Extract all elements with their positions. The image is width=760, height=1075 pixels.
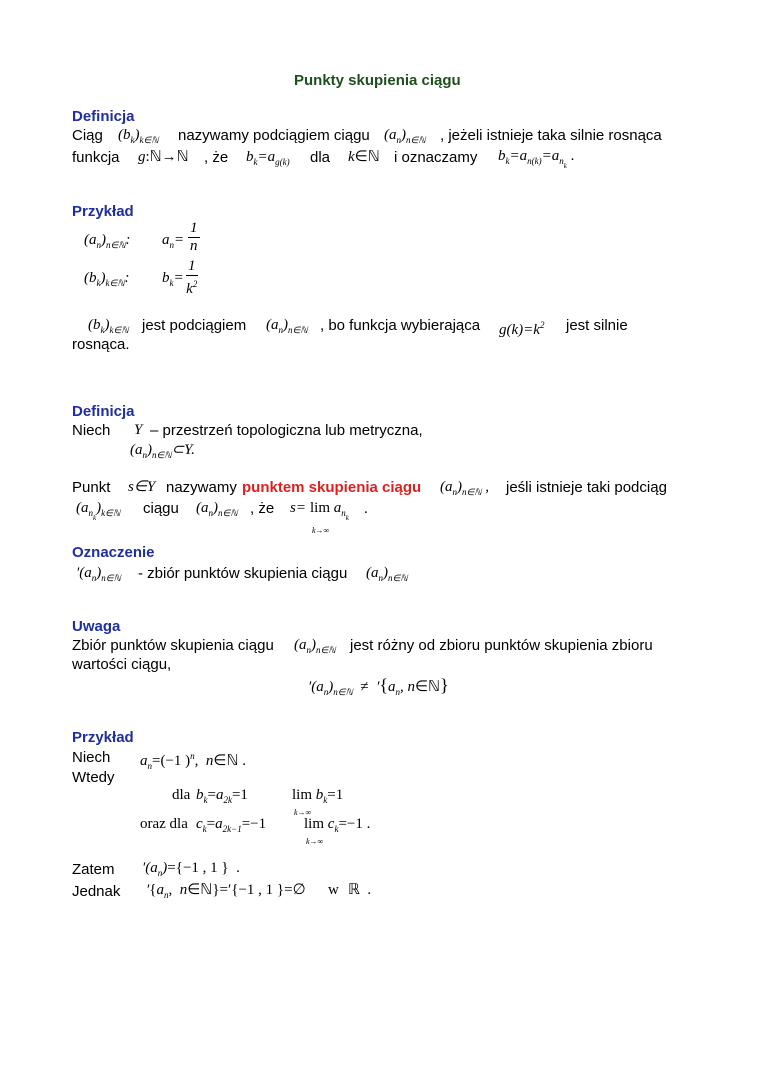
math: $(a_n)_{n\in ℕ}$ — [196, 500, 238, 518]
math: $a_n=$ — [162, 232, 185, 250]
math: $(a_n)_{n\in ℕ}$: — [84, 232, 131, 250]
text: – przestrzeń topologiczna lub metryczna, — [150, 422, 423, 439]
math: $b_k=$ — [162, 270, 184, 288]
fraction: $\frac{1}{n}$ — [190, 220, 198, 254]
section-heading: Definicja — [72, 403, 135, 420]
math: $b_k=a_{n(k)}=a_{n_k}$ . — [498, 148, 575, 170]
math-label: oraz dla — [140, 816, 188, 832]
math: s= — [290, 500, 306, 516]
page-title: Punkty skupienia ciągu — [294, 72, 461, 89]
math: s∈Y — [128, 479, 156, 495]
math: $(a_n)_{n\in ℕ}$ , — [440, 479, 490, 497]
limit: $\lim a_{n_k}$ k→∞ — [310, 500, 349, 535]
math: $b_k=a_{2k}=1$ — [196, 787, 248, 805]
section-heading: Oznaczenie — [72, 544, 155, 561]
text: Punkt — [72, 479, 111, 496]
text: Jednak — [72, 883, 121, 900]
text: Zatem — [72, 861, 115, 878]
text: jest podciągiem — [142, 317, 247, 334]
math: Y — [134, 422, 143, 438]
math: $(a_n)_{n\in ℕ}\subset Y$. — [130, 442, 195, 460]
math: ℝ . — [348, 882, 372, 898]
text: Zbiór punktów skupienia ciągu — [72, 637, 274, 654]
math: $g(k)=k^2$ — [499, 320, 545, 338]
section-heading: Przykład — [72, 729, 134, 746]
limit: $\lim b_k=1$ k→∞ — [292, 787, 344, 817]
math: $(b_k)_{k\in ℕ}$ — [118, 127, 159, 145]
math: g:ℕ→ℕ — [138, 149, 189, 165]
text: , bo funkcja wybierająca — [320, 317, 481, 334]
text: jest silnie — [566, 317, 628, 334]
math: . — [364, 501, 368, 517]
math: $'(a_n)_{n\in ℕ} \ne '\{a_n$, n∈ℕ} — [308, 675, 449, 697]
fraction: $\frac{1}{k^2}$ — [186, 258, 198, 297]
math: $(a_n)_{n\in ℕ}$ — [384, 127, 426, 145]
highlight-term: punktem skupienia ciągu — [242, 479, 422, 496]
text: , że — [250, 500, 275, 517]
math: $(a_n)_{n\in ℕ}$ — [294, 637, 336, 655]
text: jeśli istnieje taki podciąg — [506, 479, 667, 496]
text: rosnąca. — [72, 336, 130, 353]
text: jest różny od zbioru punktów skupienia zbioru — [350, 637, 653, 654]
text: ciągu — [143, 500, 179, 517]
text: nazywamy podciągiem ciągu — [178, 127, 370, 144]
limit: $\lim c_k=-1$ . k→∞ — [304, 816, 371, 846]
math: $b_k=a_{g(k)}$ — [246, 149, 290, 167]
math: $a_n=(-1$ )$^n$, n∈ℕ . — [140, 751, 246, 771]
text: wartości ciągu, — [72, 656, 172, 673]
math: $(b_k)_{k\in ℕ}$: — [84, 270, 130, 288]
math: $(a_{n_k})_{k\in ℕ}$ — [76, 500, 121, 522]
text: , że — [204, 149, 229, 166]
math-label: dla — [172, 787, 191, 803]
text: Ciąg — [72, 127, 103, 144]
text: Niech — [72, 422, 111, 439]
math-label: w — [328, 882, 339, 898]
math: $(a_n)_{n\in ℕ}$ — [366, 565, 408, 583]
text: , jeżeli istnieje taka silnie rosnąca — [440, 127, 662, 144]
text: Wtedy — [72, 769, 115, 786]
math: k∈ℕ — [348, 149, 380, 165]
math: $(a_n)_{n\in ℕ}$ — [266, 317, 308, 335]
section-heading: Przykład — [72, 203, 134, 220]
math: $'(a_n)=\{-1$ , 1 } . — [142, 860, 240, 878]
text: Niech — [72, 749, 111, 766]
section-heading: Definicja — [72, 108, 135, 125]
math: $c_k=a_{2k-1}=-1$ — [196, 816, 267, 834]
text: i oznaczamy — [394, 149, 478, 166]
text: - zbiór punktów skupienia ciągu — [138, 565, 348, 582]
math: $'\{a_n$, n∈ℕ}=′{−1 , 1 }=∅ — [146, 882, 310, 900]
text: funkcja — [72, 149, 120, 166]
math: $'(a_n)_{n\in ℕ}$ — [76, 565, 121, 583]
text: dla — [310, 149, 331, 166]
math: $(b_k)_{k\in ℕ}$ — [88, 317, 129, 335]
text: nazywamy — [166, 479, 237, 496]
section-heading: Uwaga — [72, 618, 121, 635]
